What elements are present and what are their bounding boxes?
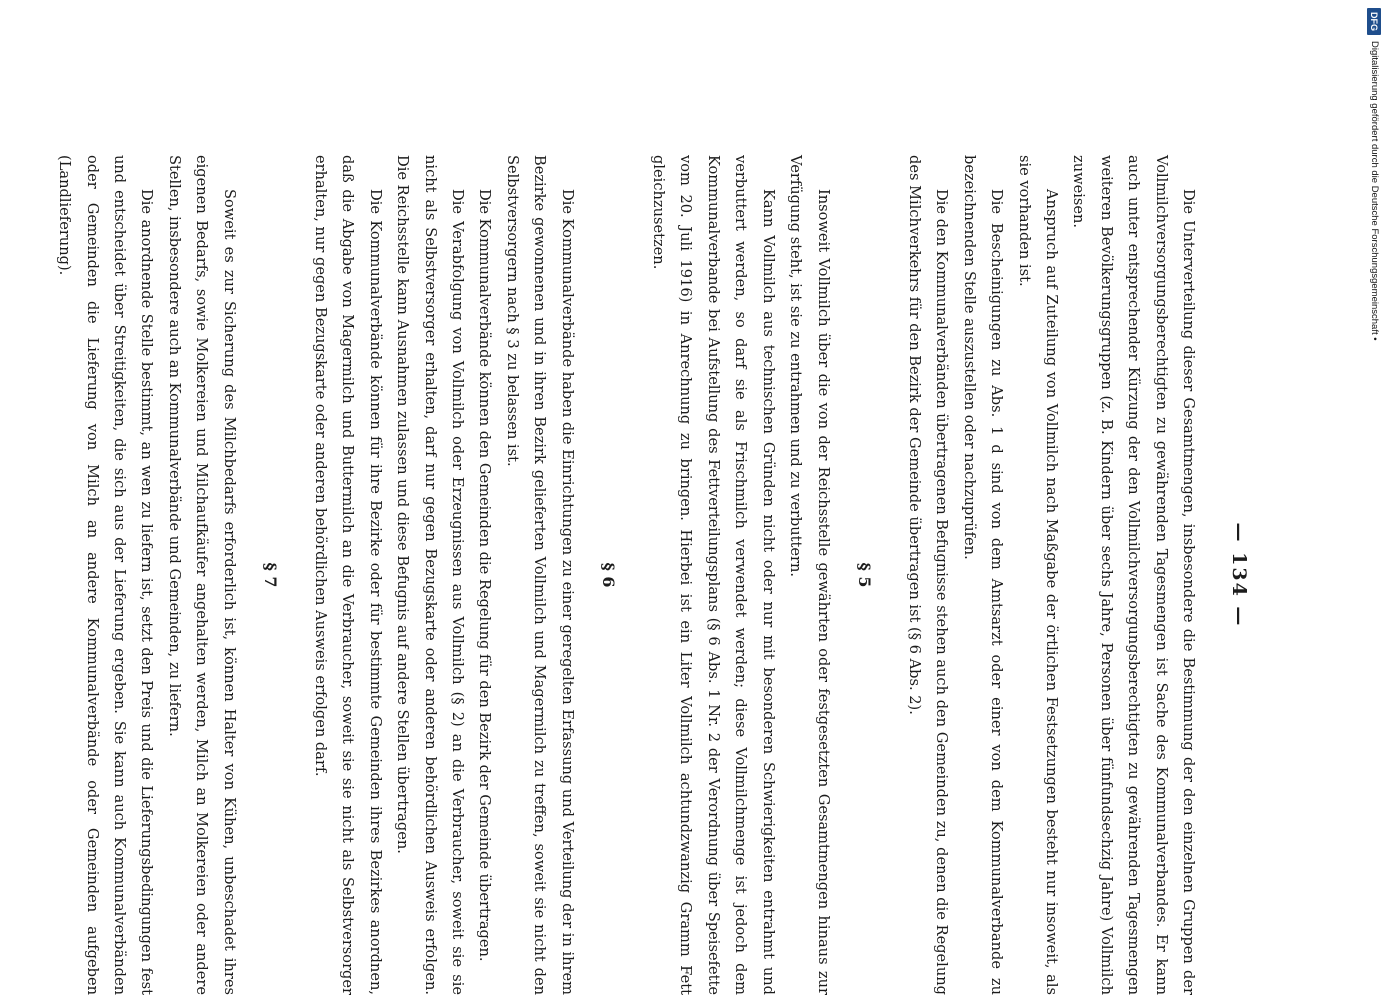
dfg-watermark	[1366, 8, 1382, 388]
paragraph: Die den Kommunalverbänden übertragenen Befugnisse stehen auch den Gemeinden zu, denen die Regelung des Milchverkehrs für den Bezirk der Gemeinde übertragen ist (§ 6 Abs. 2).	[905, 155, 951, 995]
paragraph: Die Kommunalverbände können für ihre Bezirke oder für bestimmte Gemeinden ihres Bezirkes anordnen, daß die Abgabe von Magermilch und Buttermilch an die Verbraucher, soweit sie sie nicht als Selbstversorger erhalten, nur gegen Bezugskarte oder anderen behördlichen Ausweis erfolgen darf.	[312, 155, 384, 995]
section-heading-6: § 6	[598, 562, 618, 588]
paragraph: Anspruch auf Zuteilung von Vollmilch nach Maßgabe der örtlichen Festsetzungen besteht nur insoweit, als sie vorhanden ist.	[1015, 155, 1060, 995]
section-heading-5: § 5	[854, 562, 874, 588]
page-number: — 134 —	[1228, 522, 1250, 628]
paragraph: Die Bescheinigungen zu Abs. 1 d sind von dem Amtsarzt oder einer von dem Kommunalverbande zu bezeichnenden Stelle auszustellen oder nachzuprüfen.	[960, 155, 1006, 995]
dfg-logo: DFG	[1367, 8, 1381, 35]
paragraph: Soweit es zur Sicherung des Milchbedarfs erforderlich ist, können Halter von Kühen, unbeschadet ihres eigenen Bedarfs, sowie Molkereien und Milchaufkäufer angehalten werden, Milch an Molkereien oder andere Stellen, insbesondere auch an Kommunalverbände und Gemeinden, zu liefern.	[165, 155, 238, 995]
section-heading-7: § 7	[260, 562, 280, 588]
document-page	[56, 155, 1250, 995]
watermark-text: Digitalisierung gefördert durch die Deutsche Forschungsgemeinschaft •	[1369, 41, 1380, 341]
paragraph: Die Verabfolgung von Vollmilch oder Erzeugnissen aus Vollmilch (§ 2) an die Verbraucher, soweit sie sie nicht als Selbstversorger erhalten, darf nur gegen Bezugskarte oder anderen behördlichen Ausweis erfolgen. Die Reichsstelle kann Ausnahmen zulassen und diese Befugnis auf andere Stellen übertragen.	[394, 155, 467, 995]
paragraph: Kann Vollmilch aus technischen Gründen nicht oder nur mit besonderen Schwierigkeiten entrahmt und verbuttert werden, so darf sie als Frischmilch verwendet werden; diese Vollmilchmenge ist jedoch dem Kommunalverbande bei Aufstellung des Fettverteilungsplans (§ 6 Abs. 1 Nr. 2 der Verordnung über Speisefette vom 20. Juli 1916) in Anrechnung zu bringen. Hierbei ist ein Liter Vollmilch achtundzwanzig Gramm Fett gleichzusetzen.	[650, 155, 777, 995]
paragraph: Die anordnende Stelle bestimmt, an wen zu liefern ist, setzt den Preis und die Lieferungsbedingungen fest und entscheidet über Streitigkeiten, die sich aus der Lieferung ergeben. Sie kann auch Kommunalverbänden oder Gemeinden die Lieferung von Milch an andere Kommunalverbände oder Gemeinden aufgeben (Landlieferung).	[56, 155, 156, 995]
paragraph: Die Kommunalverbände können den Gemeinden die Regelung für den Bezirk der Gemeinde übertragen.	[476, 189, 494, 962]
paragraph: Die Kommunalverbände haben die Einrichtungen zu einer geregelten Erfassung und Verteilung der in ihrem Bezirke gewonnenen und in ihren Bezirk gelieferten Vollmilch und Magermilch zu treffen, soweit sie nicht den Selbstversorgern nach § 3 zu belassen ist.	[503, 155, 576, 995]
paragraph: Insoweit Vollmilch über die von der Reichsstelle gewährten oder festgesetzten Gesamtmengen hinaus zur Verfügung steht, ist sie zu entrahmen und zu verbuttern.	[787, 155, 832, 995]
paragraph: Die Unterverteilung dieser Gesamtmengen, insbesondere die Bestimmung der den einzelnen Gruppen der Vollmilchversorgungsberechtigten zu gewährenden Tagesmengen ist Sache des Kommunalverbandes. Er kann auch unter entsprechender Kürzung der den Vollmilchversorgungsberechtigten zu gewährenden Tagesmengen weiteren Bevölkerungsgruppen (z. B. Kindern über sechs Jahre, Personen über fünfundsechzig Jahre) Vollmilch zuweisen.	[1070, 155, 1197, 995]
